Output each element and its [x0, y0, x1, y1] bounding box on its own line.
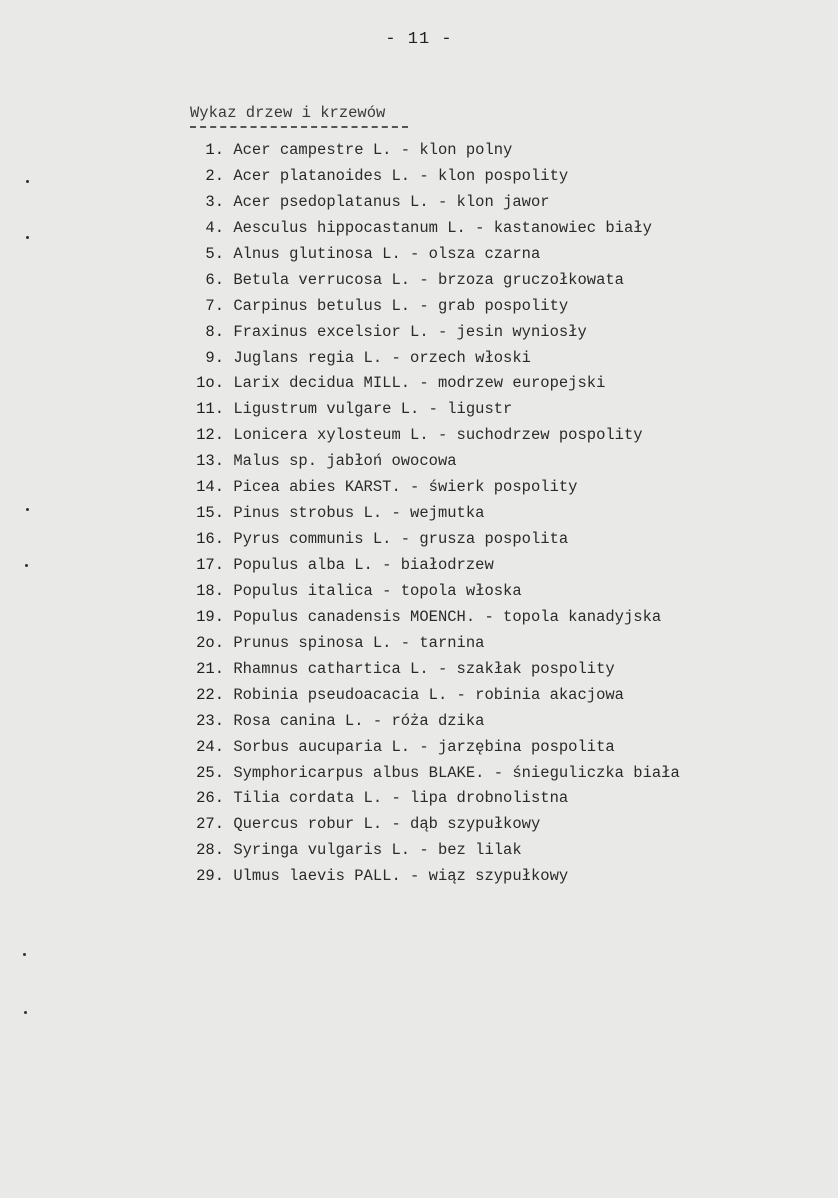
item-number: 27. [196, 815, 224, 834]
item-number: 5. [205, 244, 224, 263]
list-item [170, 190, 680, 216]
list-item [170, 527, 680, 553]
margin-mark [25, 564, 28, 567]
margin-mark [26, 236, 29, 239]
item-number: 23. [196, 711, 224, 730]
item-text: Betula verrucosa L. - brzoza gruczołkowata [233, 270, 624, 289]
list-item [170, 475, 680, 501]
item-text: Populus canadensis MOENCH. - topola kanadyjska [233, 607, 662, 626]
item-number: 12. [196, 426, 224, 445]
item-text: Malus sp. jabłoń owocowa [233, 452, 457, 471]
item-text: Lonicera xylosteum L. - suchodrzew pospolity [233, 426, 643, 445]
item-number: 17. [196, 556, 224, 574]
list-item [170, 579, 680, 605]
list-item [170, 294, 680, 320]
list-item [170, 501, 680, 527]
item-text: Larix decidua MILL. - modrzew europejski [233, 374, 606, 393]
list-item [170, 397, 680, 423]
item-text: Fraxinus excelsior L. - jesin wyniosły [233, 322, 587, 341]
item-number: 4. [205, 218, 224, 237]
item-number: 28. [196, 841, 224, 860]
item-number: 25. [196, 763, 224, 782]
list-item [170, 812, 680, 838]
item-number: 18. [196, 581, 224, 600]
margin-mark [23, 953, 26, 956]
item-text: Syringa vulgaris L. - bez lilak [233, 841, 522, 860]
list-item [170, 657, 680, 683]
item-text: Tilia cordata L. - lipa drobnolistna [233, 789, 569, 808]
item-text: Acer platanoides L. - klon pospolity [233, 166, 569, 185]
item-text: Ligustrum vulgare L. - ligustr [233, 400, 513, 419]
item-number: 7. [205, 296, 224, 315]
list-item [170, 709, 680, 735]
item-text: Alnus glutinosa L. - olsza czarna [233, 244, 541, 263]
item-number: 8. [205, 322, 224, 341]
list-item [170, 761, 680, 787]
item-number: 11. [196, 400, 224, 419]
item-text: Juglans regia L. - orzech włoski [233, 348, 531, 367]
item-text: Pinus strobus L. - wejmutka [233, 504, 485, 523]
margin-mark [26, 508, 29, 511]
list-item [170, 683, 680, 709]
item-text: Rhamnus cathartica L. - szakłak pospolity [233, 659, 615, 678]
list-item [170, 786, 680, 812]
item-text: Ulmus laevis PALL. - wiąz szypułkowy [233, 867, 569, 886]
list-item [170, 864, 680, 890]
item-text: Quercus robur L. - dąb szypułkowy [233, 815, 541, 834]
list-item [170, 605, 680, 631]
item-number: 16. [196, 530, 224, 549]
list-item [170, 138, 680, 164]
margin-mark [24, 1011, 27, 1014]
item-number: 2. [205, 166, 224, 185]
item-number: 29. [196, 867, 224, 886]
list-item [170, 553, 680, 579]
margin-mark [26, 180, 29, 183]
list-item [170, 371, 680, 397]
item-number: 22. [196, 685, 224, 704]
item-text: Picea abies KARST. - świerk pospolity [233, 478, 578, 497]
item-number: 6. [205, 270, 224, 289]
item-number: 21. [196, 659, 224, 678]
list-item [170, 735, 680, 761]
item-number: 26. [196, 789, 224, 808]
item-text: Populus italica - topola włoska [233, 581, 522, 600]
item-number: 14. [196, 478, 224, 497]
item-text: Pyrus communis L. - grusza pospolita [233, 530, 569, 549]
item-number: 19. [196, 607, 224, 626]
item-text: Robinia pseudoacacia L. - robinia akacjowa [233, 685, 624, 704]
item-text: Carpinus betulus L. - grab pospolity [233, 296, 569, 315]
item-text: Sorbus aucuparia L. - jarzębina pospolita [233, 737, 615, 756]
item-text: Acer campestre L. - klon polny [233, 141, 513, 159]
item-number: 2o. [196, 633, 224, 652]
list-item [170, 631, 680, 657]
list-heading: Wykaz drzew i krzewów [190, 104, 386, 122]
item-number: 9. [205, 348, 224, 367]
list-item [170, 346, 680, 372]
item-number: 24. [196, 737, 224, 756]
item-number: 15. [196, 504, 224, 523]
species-list [170, 138, 680, 890]
list-item [170, 216, 680, 242]
item-text: Symphoricarpus albus BLAKE. - śnieguliczka biała [233, 763, 680, 782]
heading-underline [190, 126, 408, 128]
item-number: 13. [196, 452, 224, 471]
item-number: 3. [205, 192, 224, 211]
page-number: - 11 - [385, 30, 453, 49]
item-number: 1o. [196, 374, 224, 393]
list-item [170, 423, 680, 449]
item-text: Populus alba L. - białodrzew [233, 556, 494, 574]
item-number: 1. [205, 141, 224, 159]
list-item [170, 164, 680, 190]
list-item [170, 449, 680, 475]
item-text: Aesculus hippocastanum L. - kastanowiec biały [233, 218, 652, 237]
item-text: Rosa canina L. - róża dzika [233, 711, 485, 730]
item-text: Prunus spinosa L. - tarnina [233, 633, 485, 652]
list-item [170, 242, 680, 268]
list-item [170, 838, 680, 864]
item-text: Acer psedoplatanus L. - klon jawor [233, 192, 550, 211]
list-item [170, 320, 680, 346]
list-item [170, 268, 680, 294]
